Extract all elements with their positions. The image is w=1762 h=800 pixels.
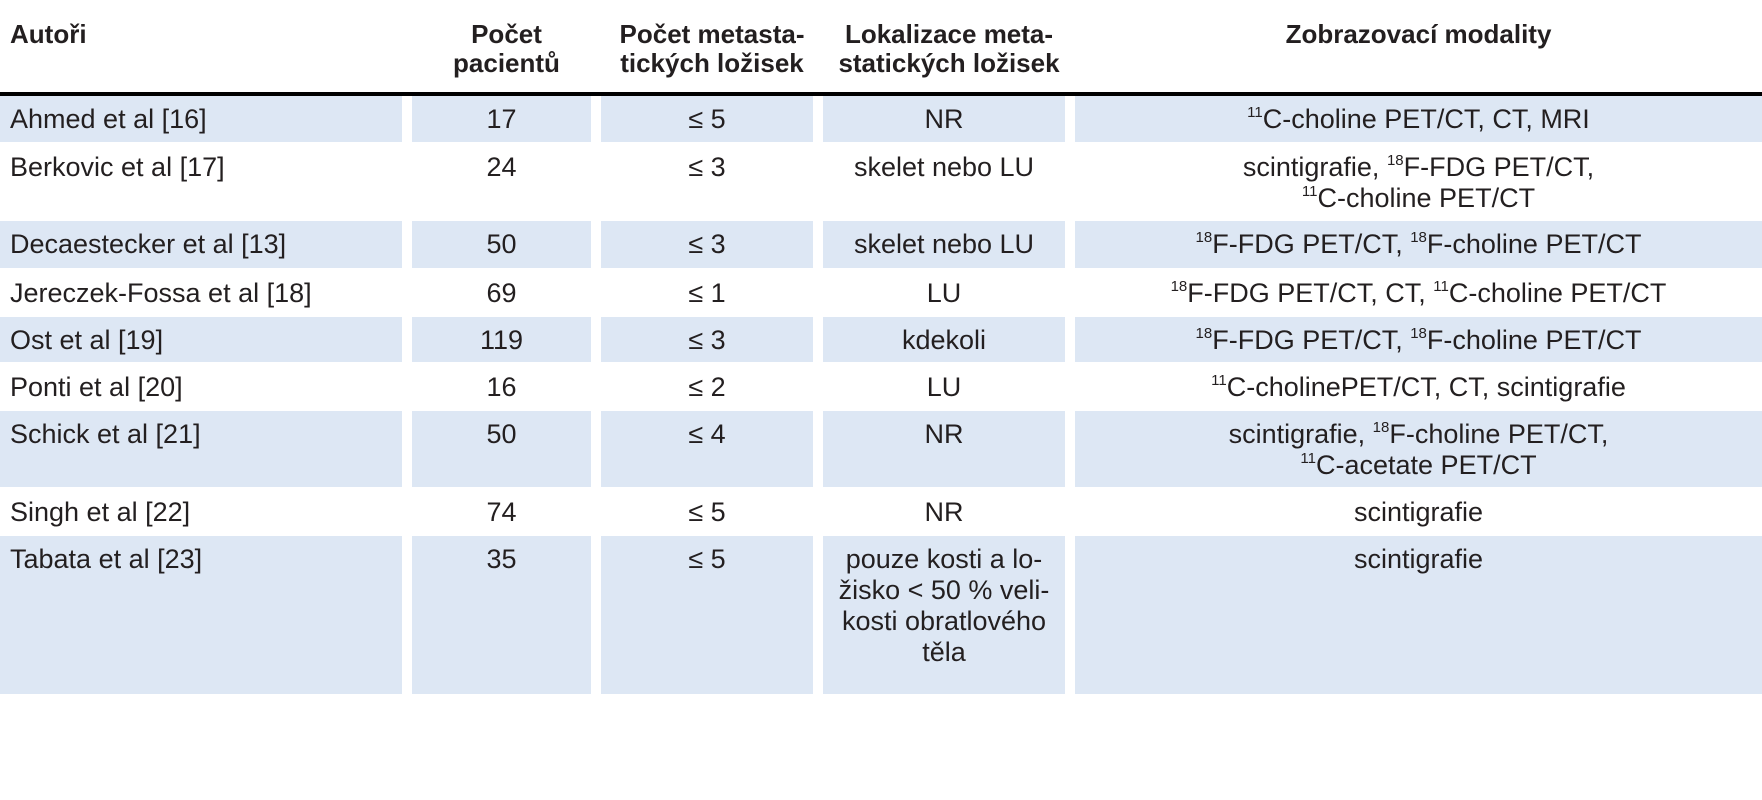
modality-cell [1075,270,1762,315]
modality-text: F-FDG PET/CT, [1212,229,1411,259]
location-cell [823,411,1075,487]
location-cell [823,489,1075,534]
author-cell [0,144,412,219]
patients-value: 50 [486,419,517,449]
table-row [0,96,1762,144]
lesion-count-cell [601,364,823,409]
table-header [0,0,1762,96]
modality-text: scintigrafie, [1242,152,1387,182]
modality-cell [1075,96,1762,142]
modality-line [1075,229,1762,260]
patients-cell [412,536,601,694]
modality-line [1075,450,1762,481]
location-line: pouze kosti a lo- [845,544,1043,574]
lesion-count-value: ≤ 3 [688,152,726,182]
isotope-superscript: 18 [1195,325,1213,342]
modality-text: C-cholinePET/CT, CT, scintigrafie [1226,372,1626,402]
patients-value: 69 [486,278,517,308]
location-line: těla [922,637,966,667]
modality-text: F-FDG PET/CT, [1403,152,1595,182]
location-cell [823,317,1075,362]
author-cell [0,96,412,142]
modality-cell [1075,411,1762,487]
table-row [0,411,1762,489]
modality-line [1075,544,1762,575]
patients-value: 74 [486,497,517,527]
patients-value: 35 [486,544,517,574]
modality-text: C-acetate PET/CT [1316,450,1537,480]
patients-cell [412,144,601,219]
modality-text: F-choline PET/CT [1426,325,1642,355]
author-cell [0,270,412,315]
patients-value: 24 [486,152,517,182]
author-text: Ost et al [19] [10,325,164,355]
location-line: NR [924,104,964,134]
modality-text: scintigrafie [1353,544,1484,574]
lesion-count-cell [601,317,823,362]
lesion-count-cell [601,96,823,142]
header-imaging-modalities [1075,0,1762,92]
isotope-superscript: 18 [1195,229,1213,246]
isotope-superscript: 18 [1372,419,1390,436]
location-line: kosti obratlového [841,606,1047,636]
isotope-superscript: 18 [1170,278,1188,295]
lesion-count-value: ≤ 2 [688,372,726,402]
lesion-count-value: ≤ 3 [688,325,726,355]
patients-cell [412,364,601,409]
isotope-superscript: 11 [1300,450,1316,467]
modality-text: F-choline PET/CT [1426,229,1642,259]
lesion-count-value: ≤ 4 [688,419,726,449]
modality-text: F-choline PET/CT, [1389,419,1609,449]
author-cell [0,411,412,487]
lesion-count-value: ≤ 5 [688,497,726,527]
author-cell [0,489,412,534]
location-cell [823,536,1075,694]
location-cell [823,96,1075,142]
lesion-count-cell [601,221,823,268]
header-lesion-count [601,0,823,92]
lesion-count-cell [601,536,823,694]
table-row [0,144,1762,221]
header-patients [412,0,601,92]
header-authors [0,0,412,92]
location-line: kdekoli [901,325,987,355]
isotope-superscript: 18 [1410,229,1427,246]
modality-line [1075,104,1762,135]
header-line: Autoři [10,19,87,49]
location-line: žisko < 50 % veli- [838,575,1050,605]
patients-value: 119 [479,325,524,355]
location-cell [823,364,1075,409]
table-row [0,221,1762,270]
isotope-superscript: 11 [1301,183,1318,200]
location-line: LU [926,278,962,308]
patients-value: 17 [486,104,517,134]
modality-text: C-choline PET/CT [1448,278,1667,308]
modality-line [1075,152,1762,183]
author-text: Singh et al [22] [10,497,191,527]
header-line: Zobrazovací modality [1285,19,1552,49]
location-cell [823,270,1075,315]
header-line: Počet metasta- [619,19,805,49]
isotope-superscript: 18 [1386,152,1404,169]
table-row [0,364,1762,411]
header-line: pacientů [453,48,560,78]
author-cell [0,221,412,268]
modality-line [1075,325,1762,356]
location-line: LU [926,372,962,402]
lesion-count-value: ≤ 5 [688,104,726,134]
author-text: Ponti et al [20] [10,372,183,402]
modality-line [1075,497,1762,528]
modality-line [1075,419,1762,450]
author-cell [0,317,412,362]
table-row [0,489,1762,536]
modality-text: C-choline PET/CT, CT, MRI [1262,104,1590,134]
isotope-superscript: 11 [1433,278,1449,295]
table-body [0,96,1762,696]
location-line: NR [924,419,964,449]
lesion-count-value: ≤ 3 [688,229,726,259]
author-text: Jereczek-Fossa et al [18] [10,278,312,308]
modality-cell [1075,317,1762,362]
patients-value: 16 [486,372,517,402]
lesion-count-value: ≤ 1 [688,278,726,308]
location-line: skelet nebo LU [853,229,1035,259]
author-text: Tabata et al [23] [10,544,203,574]
modality-text: scintigrafie [1353,497,1484,527]
location-line: NR [924,497,964,527]
patients-cell [412,270,601,315]
location-cell [823,221,1075,268]
lesion-count-cell [601,411,823,487]
table-row [0,270,1762,317]
modality-cell [1075,364,1762,409]
patients-cell [412,489,601,534]
table-row [0,536,1762,696]
author-cell [0,536,412,694]
modality-cell [1075,144,1762,219]
lesion-count-cell [601,270,823,315]
author-text: Berkovic et al [17] [10,152,225,182]
patients-cell [412,411,601,487]
lesion-count-cell [601,489,823,534]
table-row [0,317,1762,364]
modality-text: F-FDG PET/CT, [1212,325,1411,355]
modality-line [1075,183,1762,214]
patients-cell [412,221,601,268]
header-line: statických ložisek [838,48,1060,78]
location-cell [823,144,1075,219]
author-text: Schick et al [21] [10,419,201,449]
header-line: Lokalizace meta- [844,19,1054,49]
modality-cell [1075,536,1762,694]
patients-cell [412,317,601,362]
patients-value: 50 [486,229,517,259]
modality-cell [1075,221,1762,268]
modality-text: F-FDG PET/CT, CT, [1187,278,1434,308]
patients-cell [412,96,601,142]
author-text: Decaestecker et al [13] [10,229,287,259]
header-lesion-location [823,0,1075,92]
author-cell [0,364,412,409]
author-text: Ahmed et al [16] [10,104,207,134]
isotope-superscript: 11 [1247,104,1263,121]
isotope-superscript: 18 [1410,325,1427,342]
isotope-superscript: 11 [1211,372,1227,389]
lesion-count-value: ≤ 5 [688,544,726,574]
header-line: tických ložisek [620,48,804,78]
location-line: skelet nebo LU [853,152,1035,182]
modality-line [1075,372,1762,403]
modality-text: scintigrafie, [1228,419,1373,449]
header-line: Počet [471,19,542,49]
modality-cell [1075,489,1762,534]
lesion-count-cell [601,144,823,219]
modality-line [1075,278,1762,309]
modality-text: C-choline PET/CT [1317,183,1536,213]
